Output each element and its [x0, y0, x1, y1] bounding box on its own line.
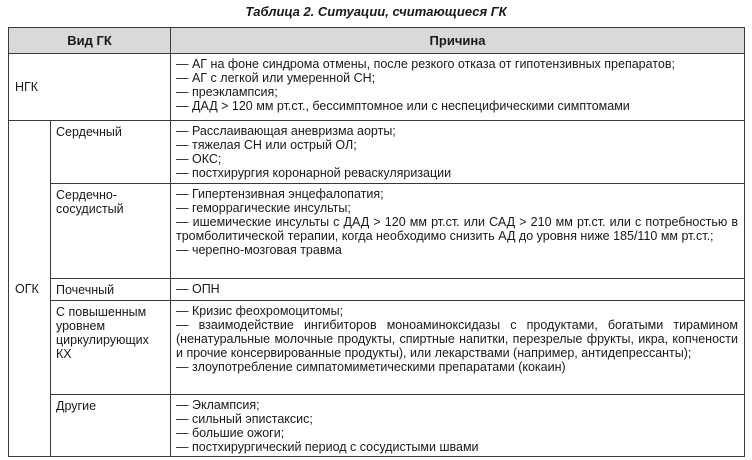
group-label-ngk: НГК: [9, 54, 171, 121]
reason-cell: [171, 121, 745, 184]
list-item: — ишемические инсульты с ДАД > 120 мм рт.ст. или САД > 210 мм рт.ст. или с потребностью в тромболитической терапии, когда необходимо снизить АД до уровня ниже 185/110 мм рт.ст.;: [176, 215, 738, 244]
table-header-row: [9, 28, 745, 54]
reason-cell: [171, 278, 745, 300]
list-item: — большие ожоги;: [176, 425, 285, 440]
table-caption: Таблица 2. Ситуации, считающиеся ГК: [245, 4, 507, 19]
list-item: — АГ с легкой или умеренной СН;: [176, 71, 376, 85]
subtype-label: Сердечный: [51, 121, 171, 184]
list-item: — преэклампсия;: [176, 85, 278, 99]
subtype-label: Почечный: [51, 278, 171, 300]
list-item: — взаимодействие ингибиторов моноаминоксидазы с продуктами, богатыми тирамином (ненатуральные молочные продукты, спиртные напитки, перезрелые фрукты, икра, копчености и прочие консервированные продукты), или лекарствами (например, антидепрессанты);: [176, 317, 738, 360]
reason-cell-ngk: [171, 54, 745, 121]
reason-cell: [171, 394, 745, 456]
list-item: — черепно-мозговая травма: [176, 243, 342, 258]
list-item: — тяжелая СН или острый ОЛ;: [176, 138, 357, 153]
list-item: — Кризис феохромоцитомы;: [176, 303, 344, 318]
subtype-label: С повышенным уровнем циркулирующих КХ: [51, 300, 171, 394]
header-type: Вид ГК: [9, 28, 171, 54]
reason-cell: [171, 184, 745, 278]
table-row-cardiovascular: [9, 184, 745, 278]
table-row-catecholamines: [9, 300, 745, 394]
group-label-ogk: ОГК: [9, 121, 51, 457]
table-row-cardiac: [9, 121, 745, 184]
header-reason: Причина: [171, 28, 745, 54]
list-item: — ДАД > 120 мм рт.ст., бессимптомное или с неспецифическими симптомами: [176, 99, 630, 113]
list-item: — постхирургический период с сосудистыми швами: [176, 439, 479, 454]
list-item: — ОПН: [176, 281, 220, 296]
table-row-other: [9, 394, 745, 456]
list-item: — Расслаивающая аневризма аорты;: [176, 124, 396, 139]
subtype-label: Другие: [51, 394, 171, 456]
list-item: — Гипертензивная энцефалопатия;: [176, 187, 384, 202]
list-item: — сильный эпистаксис;: [176, 411, 313, 426]
hypertensive-crisis-table: [8, 27, 745, 457]
list-item: — Эклампсия;: [176, 397, 260, 412]
subtype-label: Сердечно-сосудистый: [51, 184, 171, 278]
list-item: — злоупотребление симпатомиметическими препаратами (кокаин): [176, 359, 566, 374]
list-item: — ОКС;: [176, 152, 222, 167]
list-item: — постхирургия коронарной реваскуляризации: [176, 166, 452, 181]
table-row-ngk: [9, 54, 745, 121]
list-item: — геморрагические инсульты;: [176, 201, 351, 216]
list-item: — АГ на фоне синдрома отмены, после резкого отказа от гипотензивных препаратов;: [176, 57, 675, 71]
reason-cell: [171, 300, 745, 394]
table-row-renal: [9, 278, 745, 300]
